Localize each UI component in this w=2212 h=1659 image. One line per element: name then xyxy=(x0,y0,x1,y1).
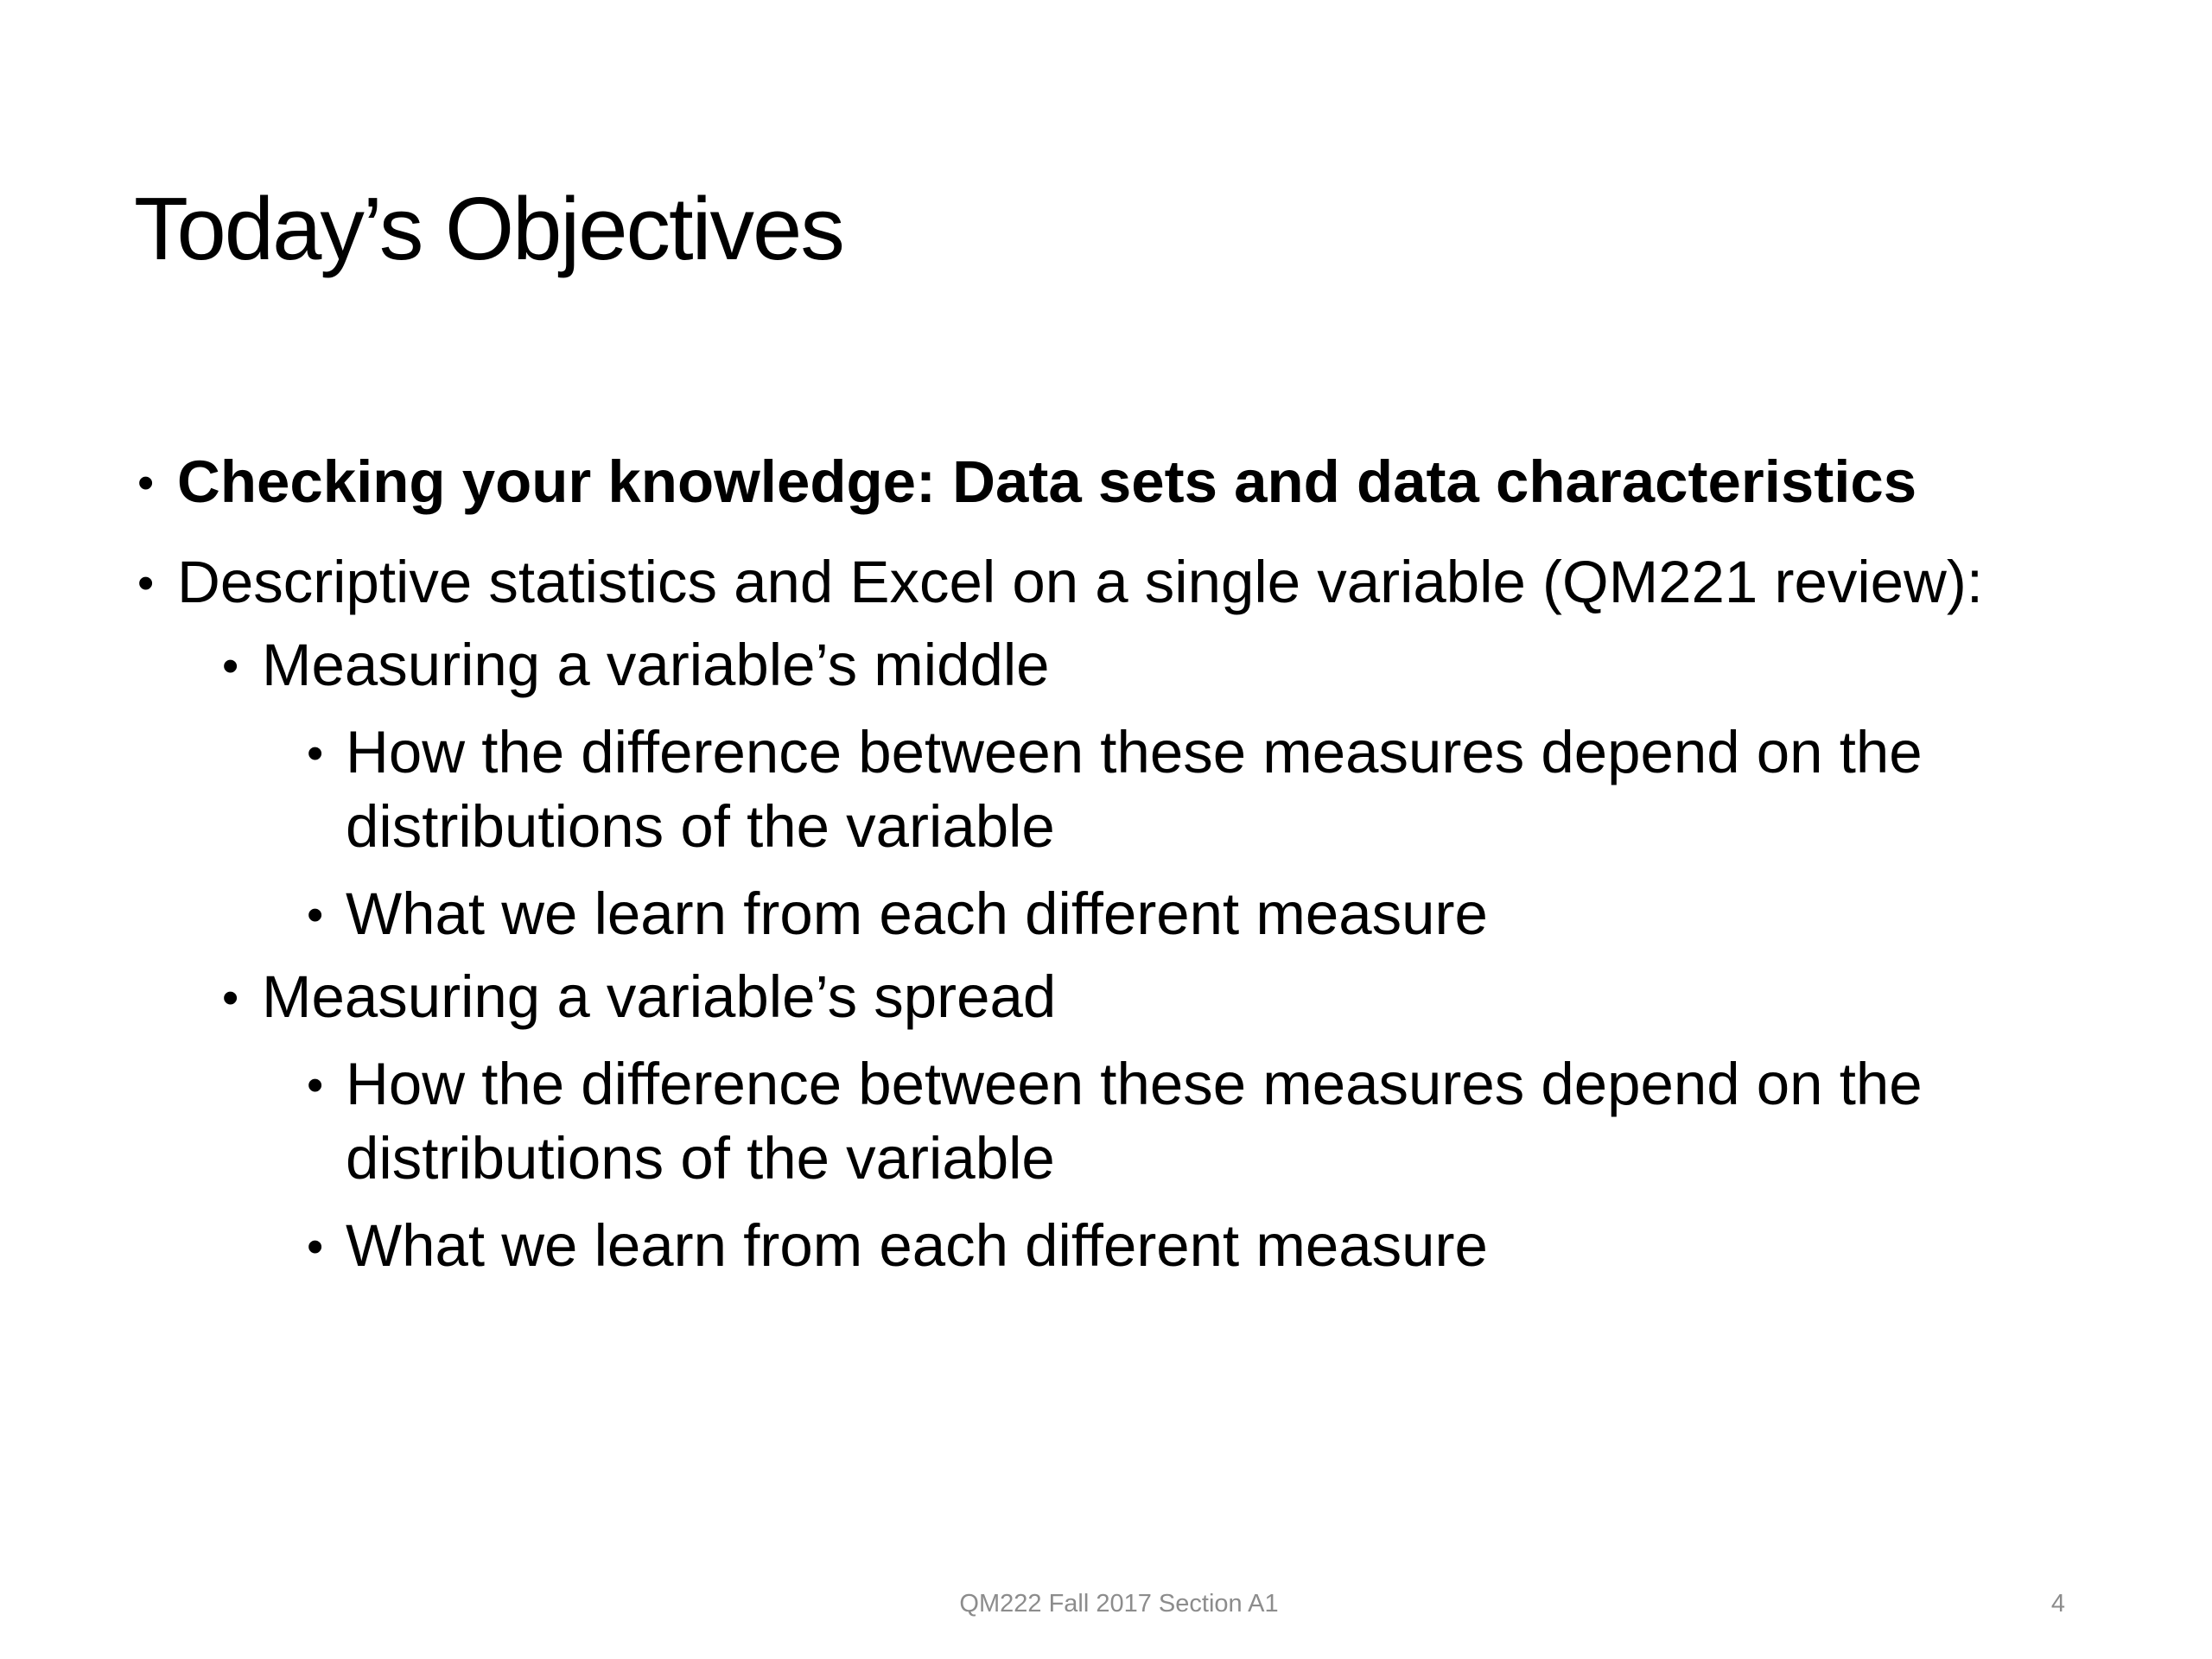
sub-sub-bullet-item xyxy=(134,715,2121,864)
page-number: 4 xyxy=(2050,1590,2065,1618)
bullet-text: What we learn from each different measure xyxy=(346,880,1488,947)
bullet-text: How the difference between these measures depend on the distributions of the variable xyxy=(346,1051,1923,1192)
bullet-text: What we learn from each different measure xyxy=(346,1212,1488,1279)
sub-sub-bullet-item xyxy=(134,877,2121,951)
bullet-text: Checking your knowledge: Data sets and data characteristics xyxy=(177,448,1917,515)
bullet-icon: • xyxy=(307,1219,324,1273)
bullet-icon: • xyxy=(222,970,239,1024)
bullet-icon: • xyxy=(222,639,239,692)
sub-bullet-item xyxy=(134,960,2121,1034)
bullet-icon: • xyxy=(137,556,155,609)
slide-body xyxy=(134,445,2121,1283)
sub-bullet-item xyxy=(134,628,2121,702)
sub-sub-bullet-item xyxy=(134,1209,2121,1283)
bullet-text: Descriptive statistics and Excel on a single variable (QM221 review): xyxy=(177,549,1984,615)
bullet-text: Measuring a variable’s middle xyxy=(262,632,1050,698)
bullet-icon: • xyxy=(307,726,324,779)
bullet-icon: • xyxy=(307,887,324,941)
bullet-icon: • xyxy=(137,455,155,509)
sub-sub-bullet-item xyxy=(134,1047,2121,1196)
bullet-item xyxy=(134,445,2121,519)
bullet-item xyxy=(134,545,2121,620)
slide-title: Today’s Objectives xyxy=(134,179,843,278)
slide-footer: QM222 Fall 2017 Section A1 xyxy=(959,1590,1279,1618)
bullet-text: Measuring a variable’s spread xyxy=(262,963,1057,1030)
bullet-icon: • xyxy=(307,1058,324,1111)
bullet-text: How the difference between these measures depend on the distributions of the variable xyxy=(346,719,1923,860)
